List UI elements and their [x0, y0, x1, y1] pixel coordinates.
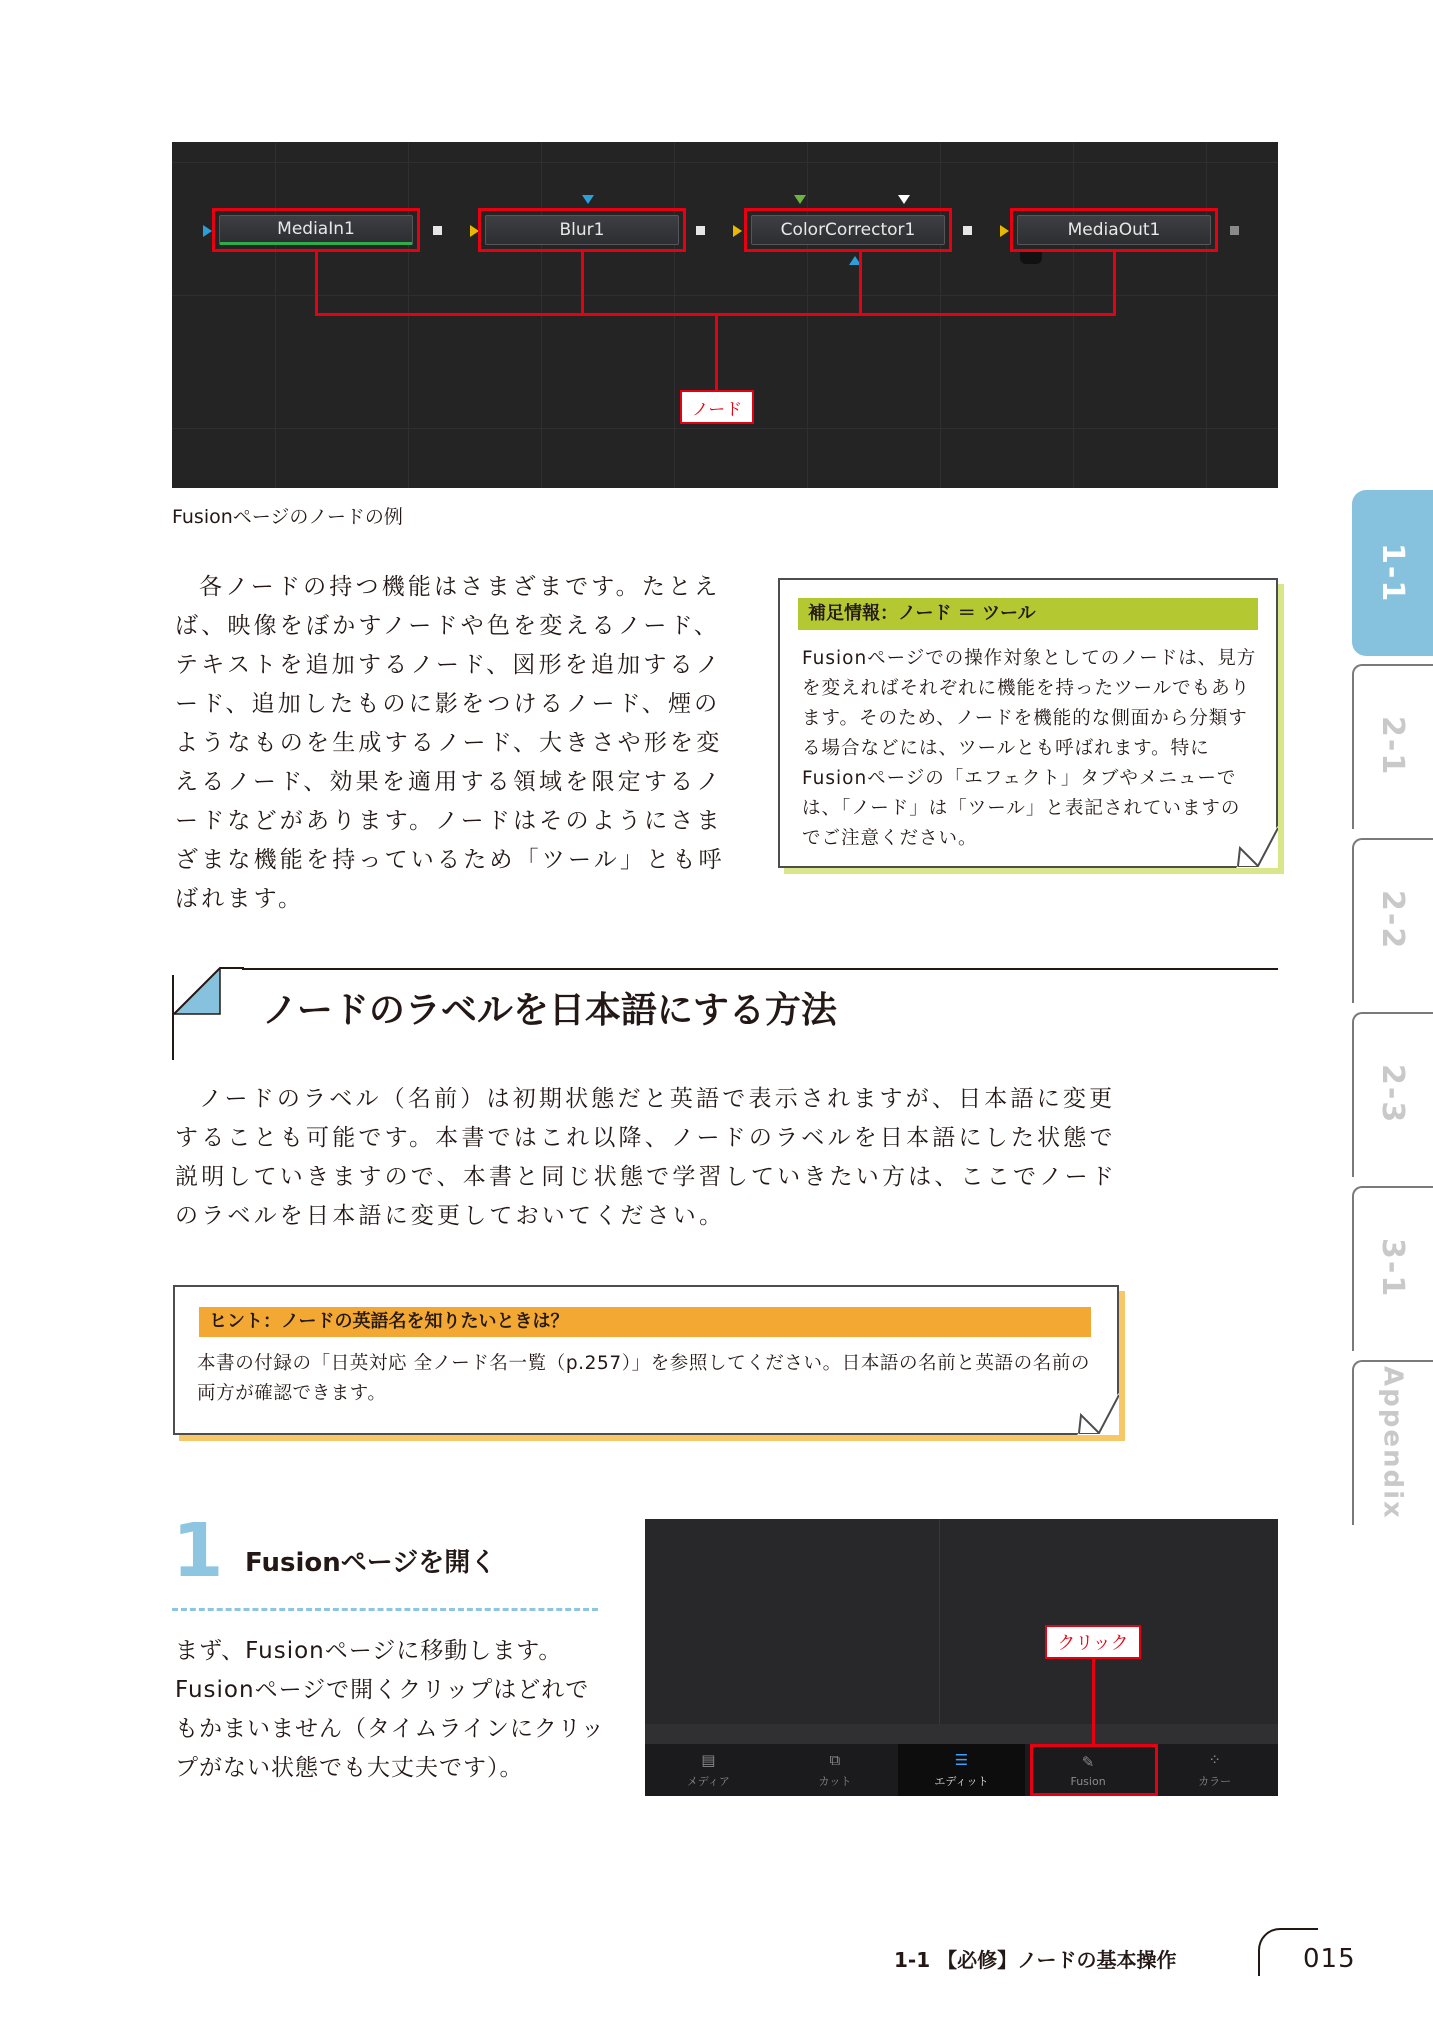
section-heading-icon [172, 966, 248, 1016]
timeline-strip [645, 1724, 1278, 1744]
node-label: ColorCorrector1 [751, 215, 945, 245]
node-blur [478, 208, 686, 252]
input-triangle-icon [203, 225, 212, 237]
tab-media[interactable] [645, 1744, 772, 1796]
color-icon: ⁘ [1208, 1751, 1221, 1769]
step-title: Fusionページを開く [245, 1548, 497, 1578]
tab-label: エディット [934, 1775, 989, 1788]
node-label: MediaOut1 [1017, 215, 1211, 245]
node-mediaout [1010, 208, 1218, 252]
info-box-title: 補足情報：ノード ＝ ツール [798, 598, 1258, 630]
node-label: Blur1 [485, 215, 679, 245]
page-tab-bar [645, 1744, 1278, 1796]
node-label: MediaIn1 [219, 215, 413, 245]
viewer-area [645, 1519, 1278, 1724]
media-icon: ▤ [701, 1751, 716, 1769]
footer-chapter-title: 1-1 【必修】ノードの基本操作 [894, 1948, 1177, 1972]
edit-icon: ☰ [954, 1751, 969, 1769]
tab-label: カラー [1198, 1775, 1232, 1788]
body-paragraph-text: 各ノードの持つ機能はさまざまです。たとえば、映像をぼかすノードや色を変えるノード、テキストを追加するノード、図形を追加するノード、追加したものに影をつけるノード、煙のようなものを生成するノード、大きさや形を変えるノード、効果を適用する領域を限定するノードなどがあります。ノードはそのようにさまざまな機能を持っているため「ツール」とも呼ばれます。 [175, 574, 725, 912]
info-box-text: Fusionページでの操作対象としてのノードは、見方を変えればそれぞれに機能を持ったツールでもあります。そのため、ノードを機能的な側面から分類する場合などには、ツールとも呼ばれます。特にFusionページの「エフェクト」タブやメニューでは、「ノード」は「ツール」と表記されていますのでご注意ください。 [802, 648, 1257, 849]
side-tab-label: 1-1 [1375, 542, 1410, 604]
node-graph-screenshot [172, 142, 1278, 488]
side-tab-label: 2-2 [1375, 890, 1410, 951]
click-callout-label: クリック [1045, 1625, 1141, 1659]
callout-line [1113, 252, 1116, 314]
tab-label: Fusion [1070, 1774, 1106, 1788]
fusion-icon: ✎ [1081, 1752, 1095, 1771]
callout-line [1092, 1659, 1095, 1744]
hint-box [173, 1285, 1119, 1435]
page-number: 015 [1303, 1944, 1356, 1974]
body-paragraph [175, 568, 735, 919]
section-rule [172, 975, 174, 1060]
side-tab-1-1[interactable] [1352, 490, 1433, 656]
mask-input-icon [582, 195, 594, 204]
callout-line [715, 313, 718, 391]
output-port-icon [1230, 226, 1239, 235]
callout-line [315, 252, 318, 314]
tab-cut[interactable] [772, 1744, 899, 1796]
section-paragraph [175, 1080, 1130, 1236]
output-port-icon [696, 226, 705, 235]
hint-box-text: 本書の付録の「日英対応 全ノード名一覧（p.257）」を参照してください。日本語の名前と英語の名前の両方が確認できます。 [197, 1353, 1091, 1404]
section-title: ノードのラベルを日本語にする方法 [262, 990, 837, 1031]
fusion-page-screenshot [645, 1519, 1278, 1796]
tab-label: カット [818, 1775, 852, 1788]
tab-color[interactable] [1151, 1744, 1278, 1796]
mask-input-icon [898, 195, 910, 204]
info-box [778, 578, 1278, 868]
mask-input-icon [794, 195, 806, 204]
tab-label: メディア [686, 1775, 730, 1788]
side-tab-label: Appendix [1377, 1365, 1408, 1520]
side-tab-label: 2-1 [1375, 716, 1410, 777]
side-tab-2-3[interactable] [1352, 1012, 1433, 1177]
panel-divider [939, 1519, 940, 1724]
hint-box-title: ヒント：ノードの英語名を知りたいときは？ [199, 1307, 1091, 1337]
side-tab-3-1[interactable] [1352, 1186, 1433, 1351]
output-port-icon [433, 226, 442, 235]
callout-line [581, 252, 584, 314]
side-tab-2-1[interactable] [1352, 664, 1433, 829]
side-tab-2-2[interactable] [1352, 838, 1433, 1003]
side-tab-label: 3-1 [1375, 1238, 1410, 1299]
figure-caption: Fusionページのノードの例 [172, 506, 403, 528]
view-indicator-icon [1020, 252, 1042, 264]
output-port-icon [963, 226, 972, 235]
step-number: 1 [172, 1508, 224, 1594]
section-rule [242, 968, 1278, 970]
tab-edit[interactable] [898, 1744, 1025, 1796]
section-paragraph-text: ノードのラベル（名前）は初期状態だと英語で表示されますが、日本語に変更することも可能です。本書ではこれ以降、ノードのラベルを日本語にした状態で説明していきますので、本書と同じ状態で学習していきたい方は、ここでノードのラベルを日本語に変更しておいてください。 [175, 1086, 1118, 1229]
node-mediain [212, 208, 420, 252]
callout-line [859, 252, 862, 314]
page-curl-icon [1077, 1393, 1119, 1435]
input-triangle-icon [1000, 225, 1009, 237]
step-paragraph: まず、Fusionページに移動します。Fusionページで開くクリップはどれでもかまいません（タイムラインにクリップがない状態でも大丈夫です）。 [175, 1638, 605, 1781]
side-tab-label: 2-3 [1375, 1064, 1410, 1125]
cut-icon: ⧉ [829, 1751, 841, 1769]
node-colorcorrector [744, 208, 952, 252]
step-divider [172, 1608, 598, 1611]
node-callout-label: ノード [680, 390, 754, 424]
input-triangle-icon [733, 225, 742, 237]
fusion-tab-highlight [1030, 1744, 1158, 1796]
side-tab-appendix[interactable] [1352, 1360, 1433, 1525]
page-curl-icon [1236, 826, 1278, 868]
